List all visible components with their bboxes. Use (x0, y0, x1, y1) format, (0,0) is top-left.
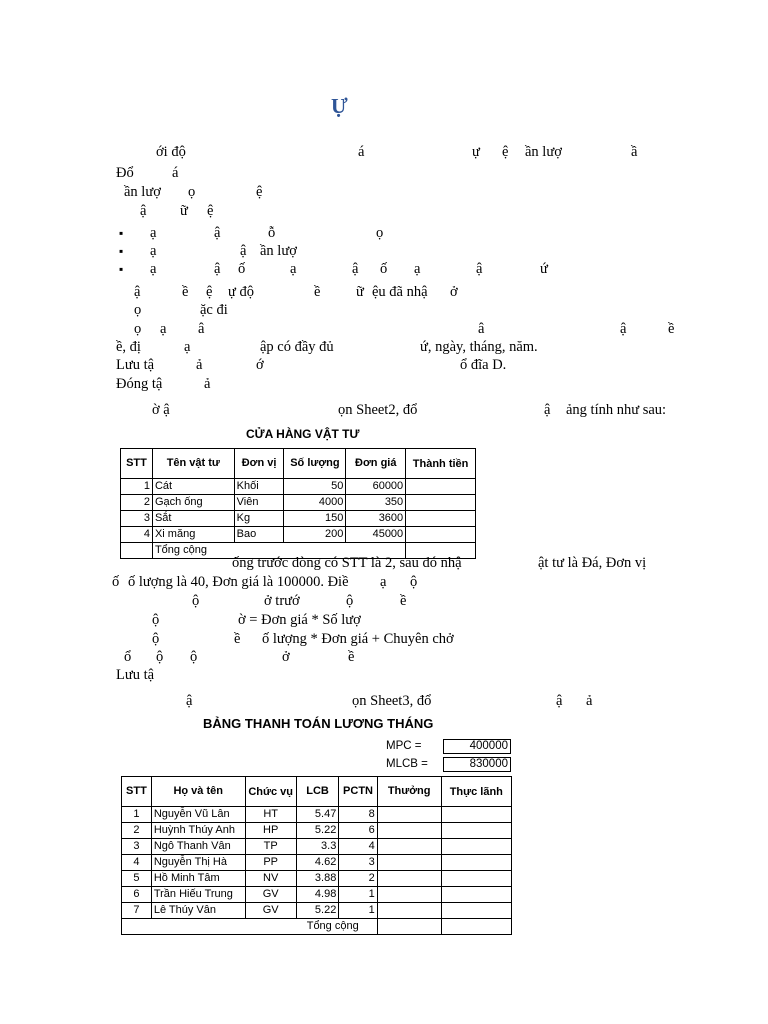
text-fragment: ố (380, 261, 388, 277)
text-fragment: ờ ậ (152, 402, 170, 418)
text-fragment: ầ (631, 144, 638, 160)
column-header: Thành tiền (406, 449, 476, 479)
column-header: Họ và tên (151, 777, 245, 807)
text-fragment: ề (400, 593, 407, 609)
column-header: Đơn vị (234, 449, 284, 479)
table-cell: 7 (122, 903, 152, 919)
text-fragment: ở (282, 649, 290, 665)
table-row (122, 855, 512, 871)
text-fragment: ề, đị (116, 339, 141, 355)
text-fragment: ộ (156, 649, 164, 665)
text-fragment: ộ (346, 593, 354, 609)
table-title: BẢNG THANH TOÁN LƯƠNG THÁNG (203, 716, 434, 731)
text-fragment: ề (348, 649, 355, 665)
table-cell: 1 (339, 903, 377, 919)
text-fragment: ậ (134, 284, 141, 300)
text-fragment: ự (472, 144, 480, 160)
bullet-item (150, 260, 156, 278)
text-fragment: ố (112, 574, 120, 590)
table-cell: 5.22 (296, 903, 339, 919)
text-fragment: ậ (140, 203, 147, 219)
table-cell: 3 (339, 855, 377, 871)
table-cell: Viên (234, 495, 284, 511)
text-fragment: ở (450, 284, 458, 300)
table-row (122, 839, 512, 855)
text-fragment: ọn Sheet2, đổ (338, 402, 418, 418)
payroll-table (121, 776, 512, 935)
column-header: PCTN (339, 777, 377, 807)
text-fragment: ổ (124, 649, 132, 665)
text-fragment: ậ (214, 225, 221, 241)
text-fragment: ạ (150, 243, 157, 259)
table-cell: Cát (152, 479, 234, 495)
text-fragment: ữ (180, 203, 188, 219)
text-fragment: Lưu tậ (116, 357, 155, 373)
table-cell: 2 (121, 495, 153, 511)
table-cell (406, 495, 476, 511)
text-fragment: ộ (152, 612, 160, 628)
table-cell: 4.62 (296, 855, 339, 871)
column-header: Đơn giá (346, 449, 406, 479)
text-fragment: ập có đầy đủ (260, 339, 334, 355)
bullet-item (150, 242, 156, 260)
text-fragment: ậ (476, 261, 483, 277)
table-cell: Hồ Minh Tâm (151, 871, 245, 887)
table-cell: GV (245, 887, 296, 903)
text-fragment: ần lượ (525, 144, 562, 160)
column-header: Chức vụ (245, 777, 296, 807)
mlcb-value: 830000 (443, 757, 511, 772)
text-fragment: ạ (380, 574, 387, 590)
table-cell: 1 (121, 479, 153, 495)
text-fragment: ứ (540, 261, 548, 277)
text-fragment: ọ (134, 321, 142, 337)
text-fragment: ề (668, 321, 675, 337)
text-fragment: ạ (150, 261, 157, 277)
text-fragment: ọ (134, 302, 142, 318)
table-cell (441, 903, 511, 919)
column-header: STT (122, 777, 152, 807)
table-cell (377, 855, 441, 871)
table-cell: 8 (339, 807, 377, 823)
text-fragment: Đóng tậ (116, 376, 163, 392)
text-fragment: ọn Sheet3, đổ (352, 693, 432, 709)
table-cell: 3 (121, 511, 153, 527)
text-fragment: ộ (192, 593, 200, 609)
table-cell: 1 (339, 887, 377, 903)
table-cell: 4 (122, 855, 152, 871)
text-fragment: ậ (186, 693, 193, 709)
table-cell (441, 855, 511, 871)
text-fragment: ật tư là Đá, Đơn vị (538, 555, 647, 571)
table-cell: Nguyễn Vũ Lân (151, 807, 245, 823)
text-fragment: ộ (410, 574, 418, 590)
text-fragment: ậ (240, 243, 247, 259)
text-fragment: ậ (544, 402, 551, 418)
mpc-label: MPC = (386, 740, 422, 752)
table-cell (441, 871, 511, 887)
text-fragment: ệ (207, 203, 214, 219)
table-cell: 4 (339, 839, 377, 855)
table-cell (441, 839, 511, 855)
total-label: Tổng cộng (122, 919, 378, 935)
table-cell (441, 823, 511, 839)
page-title: Ự (331, 94, 348, 118)
text-fragment: ậ (620, 321, 627, 337)
text-fragment: ọ (188, 184, 196, 200)
text-fragment: ệu đã nhậ (372, 284, 428, 300)
table-row (122, 887, 512, 903)
table-total-row (122, 919, 512, 935)
text-fragment: ớ (256, 357, 264, 373)
text-fragment: ố lượng * Đơn giá + Chuyên chở (262, 631, 454, 647)
text-fragment: ậ (352, 261, 359, 277)
table-row (121, 479, 476, 495)
table-cell: 6 (339, 823, 377, 839)
text-fragment: ứ, ngày, tháng, năm. (420, 339, 538, 355)
table-cell: 50 (284, 479, 346, 495)
table-cell: 5.47 (296, 807, 339, 823)
text-fragment: ệ (256, 184, 263, 200)
text-fragment: ạ (160, 321, 167, 337)
table-cell (406, 479, 476, 495)
table-cell: 350 (346, 495, 406, 511)
table-cell (377, 903, 441, 919)
text-fragment: ạ (414, 261, 421, 277)
table-cell: 4000 (284, 495, 346, 511)
text-fragment: ần lượ (124, 184, 161, 200)
column-header: LCB (296, 777, 339, 807)
bullet-item (150, 224, 156, 242)
table-cell (441, 887, 511, 903)
text-fragment: á (172, 165, 179, 181)
text-fragment: Lưu tậ (116, 667, 155, 683)
table-cell: Bao (234, 527, 284, 543)
table-cell (377, 807, 441, 823)
text-fragment: ạ (184, 339, 191, 355)
text-fragment: ề (182, 284, 189, 300)
text-fragment: ảng tính như sau: (566, 402, 667, 418)
text-fragment: ự độ (228, 284, 254, 300)
table-cell: Trần Hiếu Trung (151, 887, 245, 903)
table-header-row (121, 449, 476, 479)
table-header-row (122, 777, 512, 807)
table-cell: Ngô Thanh Vân (151, 839, 245, 855)
mlcb-label: MLCB = (386, 758, 428, 770)
table-row (121, 511, 476, 527)
text-fragment: ậ (214, 261, 221, 277)
table-cell: 6 (122, 887, 152, 903)
text-fragment: ần lượ (260, 243, 297, 259)
table-cell: 3 (122, 839, 152, 855)
table-cell: 2 (122, 823, 152, 839)
text-fragment: ả (204, 376, 211, 392)
table-cell: 200 (284, 527, 346, 543)
text-fragment: ờ = Đơn giá * Số lượ (238, 612, 361, 628)
text-fragment: ệ (206, 284, 213, 300)
table-cell: 3.88 (296, 871, 339, 887)
text-fragment: ả (196, 357, 203, 373)
text-fragment: ạ (290, 261, 297, 277)
text-fragment: ố (238, 261, 246, 277)
table-cell: 4 (121, 527, 153, 543)
total-label: Tổng cộng (152, 543, 405, 559)
column-header: Số lượng (284, 449, 346, 479)
text-fragment: ọ (376, 225, 384, 241)
text-fragment: á (358, 144, 365, 160)
table-row (122, 903, 512, 919)
text-fragment: ố lượng là 40, Đơn giá là 100000. Điề (128, 574, 349, 590)
text-fragment: â (478, 321, 485, 337)
table-cell: 60000 (346, 479, 406, 495)
text-fragment: ả (586, 693, 593, 709)
table-cell (441, 807, 511, 823)
table-cell (377, 887, 441, 903)
table-cell: 45000 (346, 527, 406, 543)
table-cell: Lê Thúy Vân (151, 903, 245, 919)
table-cell: HP (245, 823, 296, 839)
column-header: STT (121, 449, 153, 479)
text-fragment: ở trướ (264, 593, 300, 609)
text-fragment: ề (234, 631, 241, 647)
table-cell (377, 871, 441, 887)
text-fragment: ộ (190, 649, 198, 665)
text-fragment: ữ (356, 284, 364, 300)
table-cell: 4.98 (296, 887, 339, 903)
table-cell: 3.3 (296, 839, 339, 855)
table-cell: 150 (284, 511, 346, 527)
text-fragment: â (198, 321, 205, 337)
table-cell: Nguyễn Thị Hà (151, 855, 245, 871)
table-title: CỬA HÀNG VẬT TƯ (246, 427, 360, 441)
text-fragment: ậ (556, 693, 563, 709)
table-cell (377, 839, 441, 855)
table-cell: GV (245, 903, 296, 919)
table-cell: Huỳnh Thúy Anh (151, 823, 245, 839)
table-cell (377, 823, 441, 839)
table-row (121, 527, 476, 543)
table-cell: Kg (234, 511, 284, 527)
column-header: Tên vật tư (152, 449, 234, 479)
table-cell: HT (245, 807, 296, 823)
table-cell: 2 (339, 871, 377, 887)
table-cell: TP (245, 839, 296, 855)
table-cell: PP (245, 855, 296, 871)
table-cell: Gạch ống (152, 495, 234, 511)
table-row (122, 823, 512, 839)
table-cell: Xi măng (152, 527, 234, 543)
text-fragment: ới độ (156, 144, 186, 160)
mpc-value: 400000 (443, 739, 511, 754)
table-cell: Khối (234, 479, 284, 495)
inventory-table (120, 448, 476, 559)
table-cell: 5.22 (296, 823, 339, 839)
table-cell: 3600 (346, 511, 406, 527)
text-fragment: ộ (152, 631, 160, 647)
table-row (122, 807, 512, 823)
column-header: Thực lãnh (441, 777, 511, 807)
text-fragment: ạ (150, 225, 157, 241)
text-fragment: ống trước dòng có STT là 2, sau đó nhậ (232, 555, 462, 571)
text-fragment: ề (314, 284, 321, 300)
table-cell (406, 511, 476, 527)
text-fragment: ặc đi (200, 302, 228, 318)
table-cell: 5 (122, 871, 152, 887)
column-header: Thưởng (377, 777, 441, 807)
text-fragment: ỗ (268, 225, 276, 241)
text-fragment: Đổ (116, 165, 134, 181)
text-fragment: ệ (502, 144, 509, 160)
table-cell: 1 (122, 807, 152, 823)
table-cell: NV (245, 871, 296, 887)
table-cell: Sắt (152, 511, 234, 527)
table-cell (406, 527, 476, 543)
table-row (121, 495, 476, 511)
table-row (122, 871, 512, 887)
text-fragment: ổ đĩa D. (460, 357, 507, 373)
